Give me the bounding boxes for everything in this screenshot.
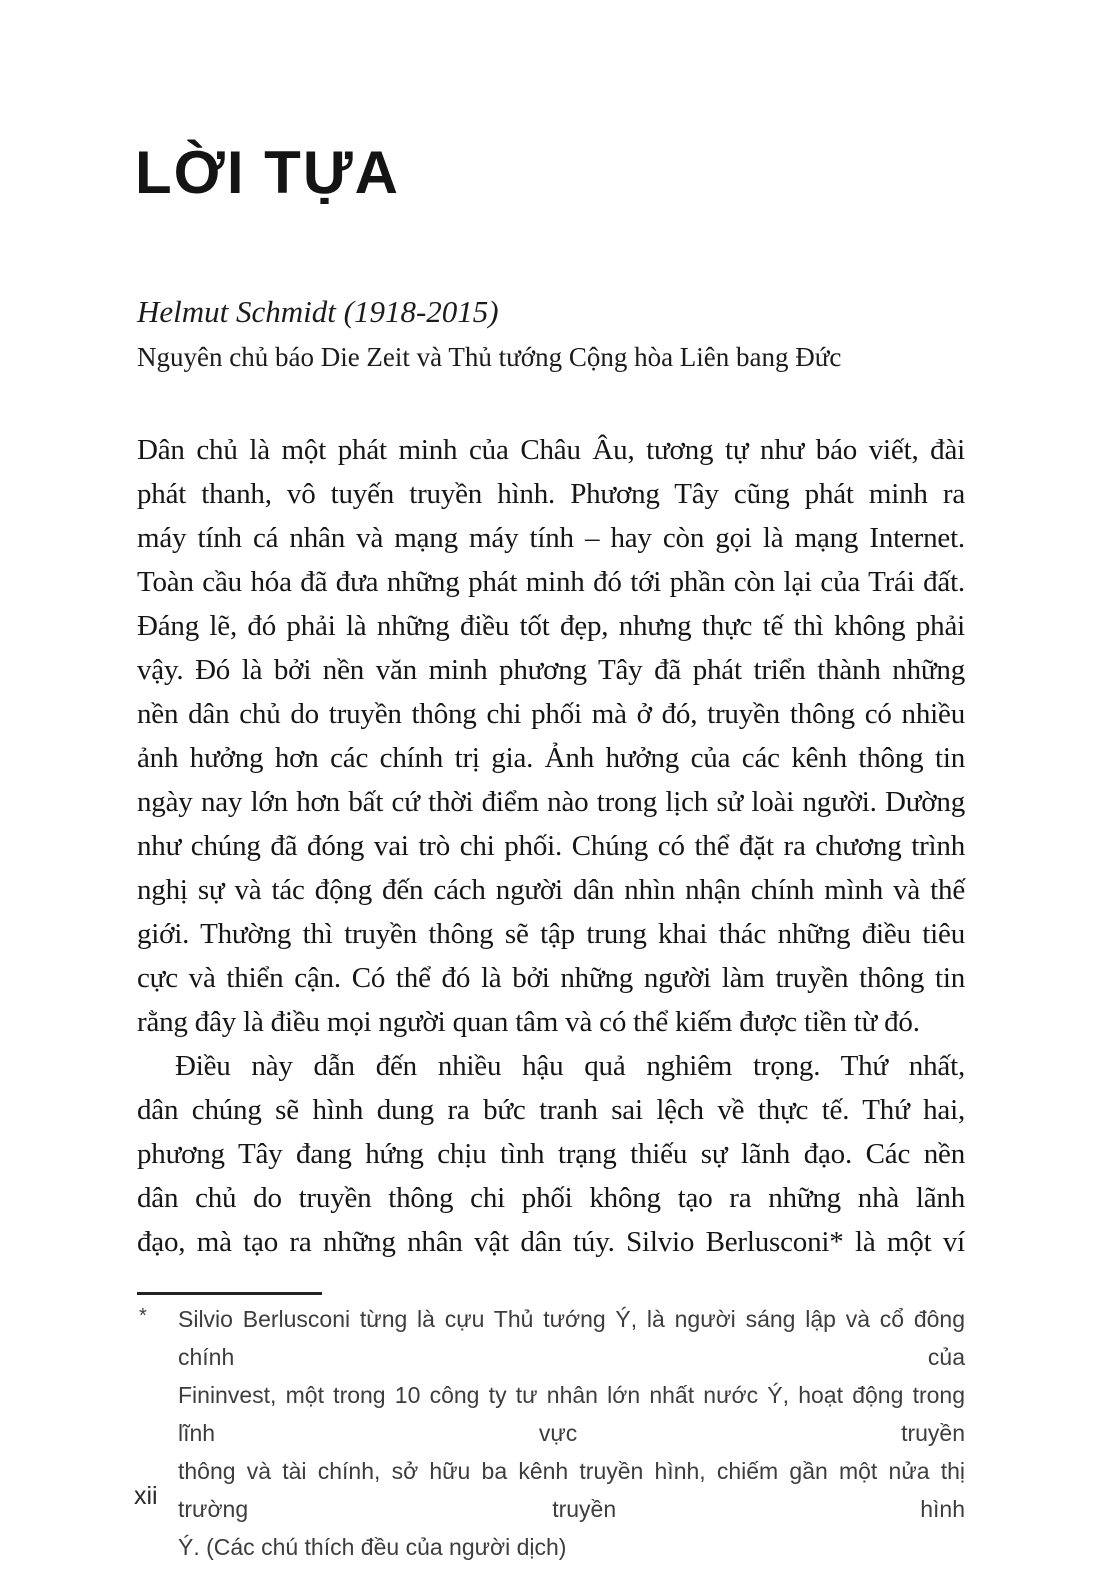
body-text-line: dân chủ do truyền thông chi phối không tạo ra những nhà lãnh [137,1182,965,1214]
footnote-marker: * [139,1305,147,1327]
author-name: Helmut Schmidt (1918-2015) [137,294,499,329]
page-number: xii [134,1482,158,1510]
body-text-line: máy tính cá nhân và mạng máy tính – hay còn gọi là mạng Internet. [137,522,965,554]
body-text-line: Điều này dẫn đến nhiều hậu quả nghiêm trọng. Thứ nhất, [175,1050,965,1082]
body-text-line: vậy. Đó là bởi nền văn minh phương Tây đã phát triển thành những [137,654,965,686]
footnote-line: Fininvest, một trong 10 công ty tư nhân lớn nhất nước Ý, hoạt động trong lĩnh vực truyền [178,1382,965,1446]
body-text-line: ảnh hưởng hơn các chính trị gia. Ảnh hưởng của các kênh thông tin [137,742,965,774]
body-text-line: nghị sự và tác động đến cách người dân nhìn nhận chính mình và thế [137,874,965,906]
author-role: Nguyên chủ báo Die Zeit và Thủ tướng Cộng hòa Liên bang Đức [137,342,842,372]
body-text-line: giới. Thường thì truyền thông sẽ tập trung khai thác những điều tiêu [137,918,965,950]
body-text-line: Dân chủ là một phát minh của Châu Âu, tương tự như báo viết, đài [137,434,965,466]
body-text-line: phương Tây đang hứng chịu tình trạng thiếu sự lãnh đạo. Các nền [137,1138,965,1170]
footnote-line: thông và tài chính, sở hữu ba kênh truyền hình, chiếm gần một nửa thị trường truyền hình [178,1458,965,1522]
body-text-line: đạo, mà tạo ra những nhân vật dân túy. Silvio Berlusconi* là một ví [137,1226,965,1258]
body-text [137,428,965,1264]
body-text-line: rằng đây là điều mọi người quan tâm và có thể kiếm được tiền từ đó. [137,1006,920,1038]
footnote-line: Silvio Berlusconi từng là cựu Thủ tướng Ý, là người sáng lập và cổ đông chính của [178,1306,965,1370]
footnote-divider [137,1292,322,1295]
page-title: LỜI TỰA [135,139,400,206]
footnote-line: Ý. (Các chú thích đều của người dịch) [178,1534,567,1560]
body-text-line: ngày nay lớn hơn bất cứ thời điểm nào trong lịch sử loài người. Dường [137,786,965,818]
body-text-line: cực và thiển cận. Có thể đó là bởi những người làm truyền thông tin [137,962,965,994]
footnote-text [178,1300,965,1566]
body-text-line: nền dân chủ do truyền thông chi phối mà ở đó, truyền thông có nhiều [137,698,965,730]
body-text-line: Đáng lẽ, đó phải là những điều tốt đẹp, nhưng thực tế thì không phải [137,610,965,642]
body-text-line: như chúng đã đóng vai trò chi phối. Chúng có thể đặt ra chương trình [137,830,965,862]
body-text-line: dân chúng sẽ hình dung ra bức tranh sai lệch về thực tế. Thứ hai, [137,1094,965,1126]
body-text-line: phát thanh, vô tuyến truyền hình. Phương Tây cũng phát minh ra [137,478,965,510]
body-text-line: Toàn cầu hóa đã đưa những phát minh đó tới phần còn lại của Trái đất. [137,566,965,598]
